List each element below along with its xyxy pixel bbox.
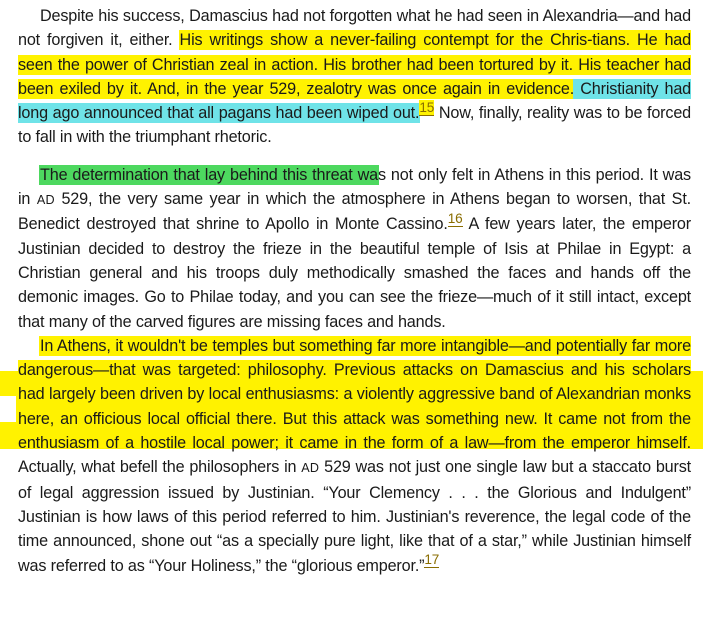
highlight-green-run: The determination that lay behind this threat wa <box>40 165 378 184</box>
text-run-plain: s not only felt in Athens in this period. It was in <box>18 165 691 209</box>
footnote-marker-17[interactable]: 17 <box>424 552 440 568</box>
text-run-plain: Despite his success, Damascius had not forgotten what he had seen in Alexandria—and had not forgiven it, either. <box>18 7 691 50</box>
text-run-plain: Now, finally, reality was to be forced to fall in with the triumphant rhetoric. <box>18 104 691 147</box>
footnote-marker-15[interactable]: 15 <box>419 99 435 115</box>
highlight-band-notch <box>0 396 16 422</box>
paragraph-1 <box>18 4 691 150</box>
paragraph-3 <box>18 334 691 578</box>
era-abbreviation: AD <box>301 461 320 476</box>
era-abbreviation: AD <box>36 193 55 208</box>
text-run-plain: 529, the very same year in which the atmosphere in Athens began to worsen, that St. Benedict destroyed that shrine to Apollo in Monte Cassino. <box>18 190 691 234</box>
text-run-plain: A few years later, the emperor Justinian decided to destroy the frieze in the beautiful temple of Isis at Philae in Egypt: a Christian general and his troops duly methodically smashed the faces and hands off the demonic images. Go to Philae today, and you can see the frieze—much of it still intact, except that many of the carved figures are missing faces and hands. <box>18 215 691 331</box>
text-run-plain: 529 was not just one single law but a staccato burst of legal aggression issued by Justinian. “Your Clemency . . . the Glorious and Indulgent” Justinian is how laws of this period referred to him. Justinian's reverence, the legal code of the time announced, shone out “as a specially pure light, like that of a star,” while Justinian himself was referred to as “Your Holiness,” the “glorious emperor.” <box>18 458 691 575</box>
paragraph-2 <box>18 163 691 334</box>
highlight-yellow-run: His writings show a never-failing contempt for the Chris-tians. He had seen the power of Christian zeal in action. His brother had been tortured by it. His teacher had been exiled by it. And, in the year 529, zealotry was once again in evidence. <box>18 31 691 98</box>
text-run-plain: But this attack was something new. It came not from the enthusiasm of a hostile local power; it came in the form of a law—from the emperor himself. Actually, what befell the philosophers in <box>18 409 691 477</box>
highlight-cyan-run: Christianity had long ago announced that all pagans had been wiped out. <box>18 79 691 123</box>
footnote-marker-16[interactable]: 16 <box>447 210 463 226</box>
highlight-yellow-run: In Athens, it wouldn't be temples but something far more intangible—and potentially far more dangerous—that was targeted: philosophy. Previous attacks on Damascius and his scholars had largely been driven by local enthusiasms: a violently aggressive band of Alexandrian monks here, an officious local official there. <box>18 336 691 428</box>
